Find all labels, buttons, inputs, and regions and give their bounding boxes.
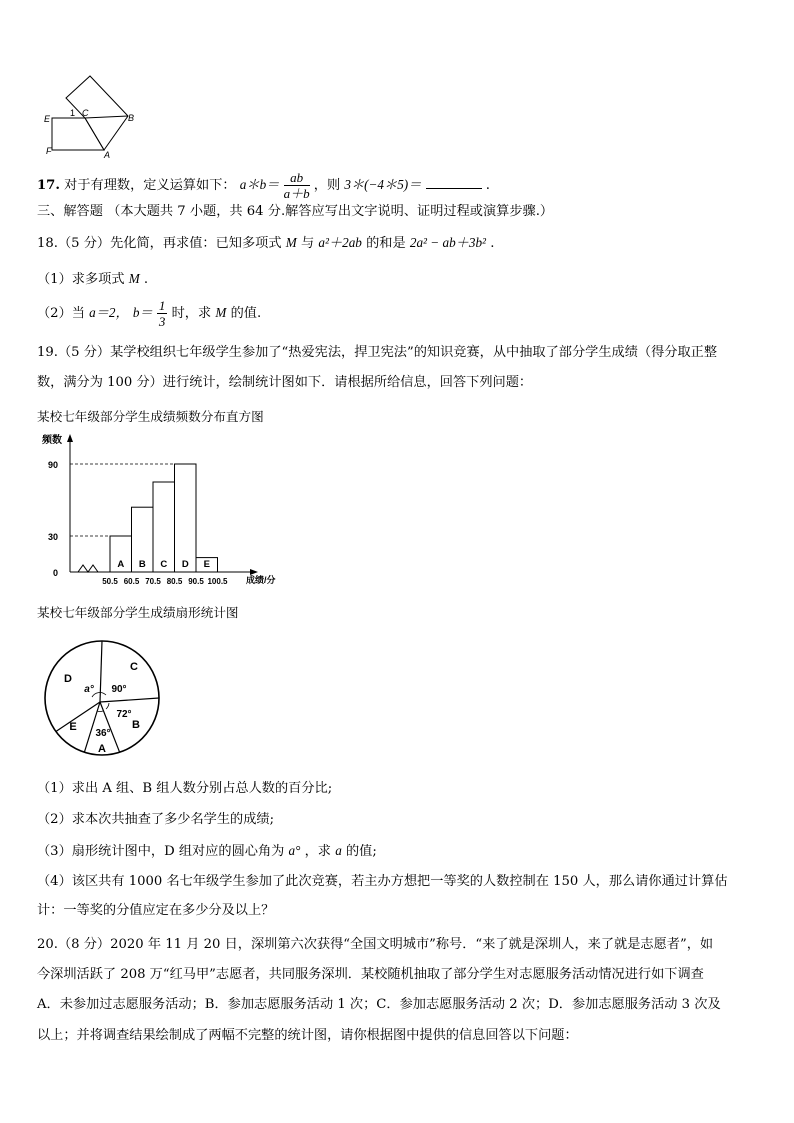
pie-label-B: B bbox=[132, 719, 140, 731]
q19-line-2: 数，满分为 100 分）进行统计，绘制统计图如下．请根据所给信息，回答下列问题： bbox=[37, 375, 533, 390]
q18-p2-mid: 时，求 bbox=[171, 306, 212, 321]
q19-s3-a: （3）扇形统计图中，D 组对应的圆心角为 bbox=[37, 844, 285, 859]
label-A: A bbox=[104, 150, 111, 160]
bar-category-label: C bbox=[160, 559, 168, 570]
q19-s3-c: 的值; bbox=[346, 844, 377, 859]
y-tick-label: 30 bbox=[47, 532, 58, 542]
histogram-bar bbox=[175, 464, 197, 572]
label-1: 1 bbox=[70, 108, 76, 118]
q19-sub-4-line-2: 计：一等奖的分值应定在多少分及以上？ bbox=[37, 903, 275, 918]
q19-line-1: 19.（5 分）某学校组织七年级学生参加了“热爱宪法，捍卫宪法”的知识竞赛，从中抽取了部分学生成绩（得分取正整 bbox=[37, 345, 718, 360]
q17-tail: . bbox=[485, 178, 490, 193]
label-F: F bbox=[46, 146, 52, 156]
q18-p2-fraction bbox=[157, 298, 168, 329]
pie-title: 某校七年级部分学生成绩扇形统计图 bbox=[37, 605, 239, 620]
q19-s3-deg: a° bbox=[288, 843, 301, 858]
y-axis-label: 频数 bbox=[42, 435, 62, 446]
q18-p2-end: 的值. bbox=[230, 306, 262, 321]
q17-text-b: ，则 bbox=[313, 178, 341, 193]
angle-label-C: 90° bbox=[111, 684, 127, 695]
x-tick-label: 60.5 bbox=[123, 577, 140, 586]
q19-sub-1: （1）求出 A 组、B 组人数分别占总人数的百分比; bbox=[37, 781, 333, 796]
y-axis-arrow bbox=[67, 434, 73, 442]
q18-p2-frac-den: 3 bbox=[158, 314, 166, 329]
q17-frac-den: a＋b bbox=[283, 186, 310, 201]
x-tick-label: 50.5 bbox=[102, 577, 118, 586]
q17-frac-num: ab bbox=[284, 170, 310, 186]
q18-p1-M: M bbox=[128, 271, 140, 286]
q19-s3-var: a bbox=[335, 843, 342, 858]
q18-head: 18.（5 分）先化简，再求值：已知多项式 bbox=[37, 236, 282, 251]
pie-label-C: C bbox=[130, 661, 138, 673]
axis-break bbox=[78, 565, 103, 572]
pie-chart bbox=[40, 640, 170, 760]
q18-p2-b: b＝ bbox=[132, 305, 153, 320]
section-3-heading: 三、解答题 （本大题共 7 小题，共 64 分.解答应写出文字说明、证明过程或演算步骤.） bbox=[37, 204, 554, 219]
pie-label-E: E bbox=[69, 721, 77, 733]
q18-p2-frac-num: 1 bbox=[158, 298, 166, 313]
q18-poly2: 2a² − ab＋3b² bbox=[409, 235, 487, 250]
q18-p1-label: （1）求多项式 bbox=[37, 272, 125, 287]
pie-label-A: A bbox=[98, 743, 106, 755]
q18-end: . bbox=[490, 236, 495, 251]
q18-mid2: 的和是 bbox=[366, 236, 406, 251]
bar-category-label: B bbox=[138, 559, 146, 570]
x-tick-label: 70.5 bbox=[145, 577, 161, 586]
y-tick-label: 0 bbox=[52, 568, 58, 578]
q18-p2-label: （2）当 bbox=[37, 306, 85, 321]
x-tick-label: 80.5 bbox=[166, 577, 183, 586]
histogram-title: 某校七年级部分学生成绩频数分布直方图 bbox=[37, 409, 264, 424]
question-18 bbox=[37, 234, 494, 253]
bar-category-label: D bbox=[181, 559, 189, 570]
label-B: B bbox=[128, 113, 135, 123]
x-tick-label: 100.5 bbox=[207, 577, 228, 586]
angle-label-A: 36° bbox=[95, 728, 111, 739]
x-tick-label: 90.5 bbox=[188, 577, 204, 586]
q20-line-1: 20.（8 分）2020 年 11 月 20 日，深圳第六次获得“全国文明城市”称号．“来了就是深圳人，来了就是志愿者”，如 bbox=[37, 937, 714, 952]
q17-expr-lhs: a＊b＝ bbox=[239, 177, 280, 192]
angle-label-D: a° bbox=[84, 684, 94, 695]
x-axis-label: 成绩/分 bbox=[246, 575, 276, 585]
question-17 bbox=[37, 170, 490, 201]
q18-p2-a: a＝2， bbox=[89, 305, 129, 320]
geometry-figure bbox=[40, 70, 140, 160]
y-tick-label: 90 bbox=[47, 460, 58, 470]
q18-part-1 bbox=[37, 270, 148, 289]
label-E: E bbox=[44, 114, 51, 124]
bar-category-label: A bbox=[117, 559, 125, 570]
angle-label-B: 72° bbox=[116, 709, 132, 720]
q20-line-3: A．未参加过志愿服务活动；B．参加志愿服务活动 1 次；C．参加志愿服务活动 2 次；D．参加志愿服务活动 3 次及 bbox=[37, 997, 721, 1012]
q18-M: M bbox=[285, 235, 297, 250]
q17-fraction bbox=[284, 170, 310, 201]
q18-p1-end: . bbox=[143, 272, 149, 287]
q18-part-2 bbox=[37, 298, 261, 329]
q20-line-2: 今深圳活跃了 208 万“红马甲”志愿者，共同服务深圳．某校随机抽取了部分学生对志愿服务活动情况进行如下调查 bbox=[37, 967, 704, 982]
histogram-chart bbox=[38, 430, 298, 590]
bar-category-label: E bbox=[203, 559, 210, 570]
q17-expr2: 3＊(−4＊5)＝ bbox=[344, 177, 422, 192]
q18-mid: 与 bbox=[300, 236, 315, 251]
pie-label-D: D bbox=[64, 673, 72, 685]
q17-number: 17. bbox=[37, 178, 60, 193]
q18-poly1: a²＋2ab bbox=[318, 235, 362, 250]
q17-text-a: 对于有理数，定义运算如下： bbox=[64, 178, 236, 193]
q19-sub-2: （2）求本次共抽查了多少名学生的成绩; bbox=[37, 812, 275, 827]
q18-p2-M: M bbox=[215, 305, 227, 320]
q19-s3-b: ，求 bbox=[304, 844, 331, 859]
q20-line-4: 以上；并将调查结果绘制成了两幅不完整的统计图，请你根据图中提供的信息回答以下问题： bbox=[37, 1028, 578, 1043]
q19-sub-4-line-1: （4）该区共有 1000 名七年级学生参加了此次竞赛，若主办方想把一等奖的人数控制在 150 人，那么请你通过计算估 bbox=[37, 874, 728, 889]
q17-answer-blank[interactable] bbox=[426, 175, 482, 189]
label-C: C bbox=[82, 108, 89, 118]
q19-sub-3 bbox=[37, 842, 377, 861]
